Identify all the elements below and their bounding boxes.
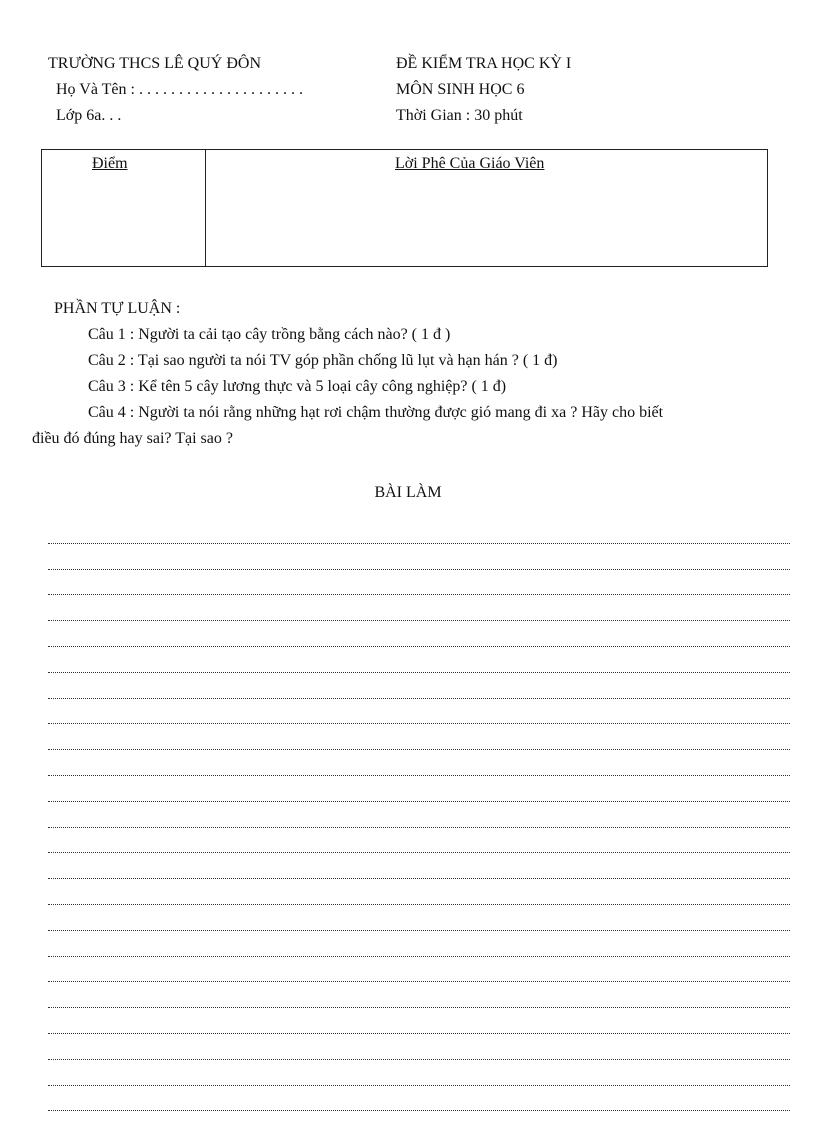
grade-table	[41, 149, 768, 267]
answer-line[interactable]	[48, 595, 790, 621]
answer-line[interactable]	[48, 647, 790, 673]
question-3: Câu 3 : Kể tên 5 cây lương thực và 5 loại cây công nghiệp? ( 1 đ)	[88, 378, 507, 395]
question-1: Câu 1 : Người ta cải tạo cây trồng bằng cách nào? ( 1 đ )	[88, 326, 451, 343]
answer-line[interactable]	[48, 518, 790, 544]
answer-line[interactable]	[48, 982, 790, 1008]
answer-line[interactable]	[48, 931, 790, 957]
subject: MÔN SINH HỌC 6	[396, 81, 525, 98]
answer-line[interactable]	[48, 828, 790, 854]
answer-line[interactable]	[48, 1034, 790, 1060]
answer-title: BÀI LÀM	[374, 484, 442, 501]
answer-line[interactable]	[48, 724, 790, 750]
question-4-continued: điều đó đúng hay sai? Tại sao ?	[32, 430, 233, 447]
school-name: TRƯỜNG THCS LÊ QUÝ ĐÔN	[48, 55, 262, 72]
section-title: PHẦN TỰ LUẬN :	[54, 300, 181, 317]
question-2: Câu 2 : Tại sao người ta nói TV góp phần chống lũ lụt và hạn hán ? ( 1 đ)	[88, 352, 558, 369]
answer-line[interactable]	[48, 957, 790, 983]
answer-line[interactable]	[48, 750, 790, 776]
student-name-field: Họ Và Tên : . . . . . . . . . . . . . . . . . . . . .	[56, 81, 303, 98]
question-4: Câu 4 : Người ta nói rằng những hạt rơi chậm thường được gió mang đi xa ? Hãy cho biết	[88, 404, 664, 421]
teacher-comment-label: Lời Phê Của Giáo Viên	[395, 155, 545, 172]
answer-line[interactable]	[48, 853, 790, 879]
exam-title: ĐỀ KIỂM TRA HỌC KỲ I	[396, 55, 572, 72]
answer-line[interactable]	[48, 570, 790, 596]
grade-table-divider	[205, 150, 206, 266]
answer-line[interactable]	[48, 621, 790, 647]
answer-line[interactable]	[48, 802, 790, 828]
answer-line[interactable]	[48, 905, 790, 931]
answer-line[interactable]	[48, 1008, 790, 1034]
score-label: Điểm	[92, 155, 128, 172]
answer-line[interactable]	[48, 544, 790, 570]
answer-line[interactable]	[48, 673, 790, 699]
answer-line[interactable]	[48, 776, 790, 802]
class-field: Lớp 6a. . .	[56, 107, 122, 124]
answer-line[interactable]	[48, 879, 790, 905]
answer-line[interactable]	[48, 699, 790, 725]
answer-lines[interactable]	[48, 518, 790, 1111]
answer-line[interactable]	[48, 1060, 790, 1086]
duration: Thời Gian : 30 phút	[396, 107, 523, 124]
answer-line[interactable]	[48, 1086, 790, 1112]
